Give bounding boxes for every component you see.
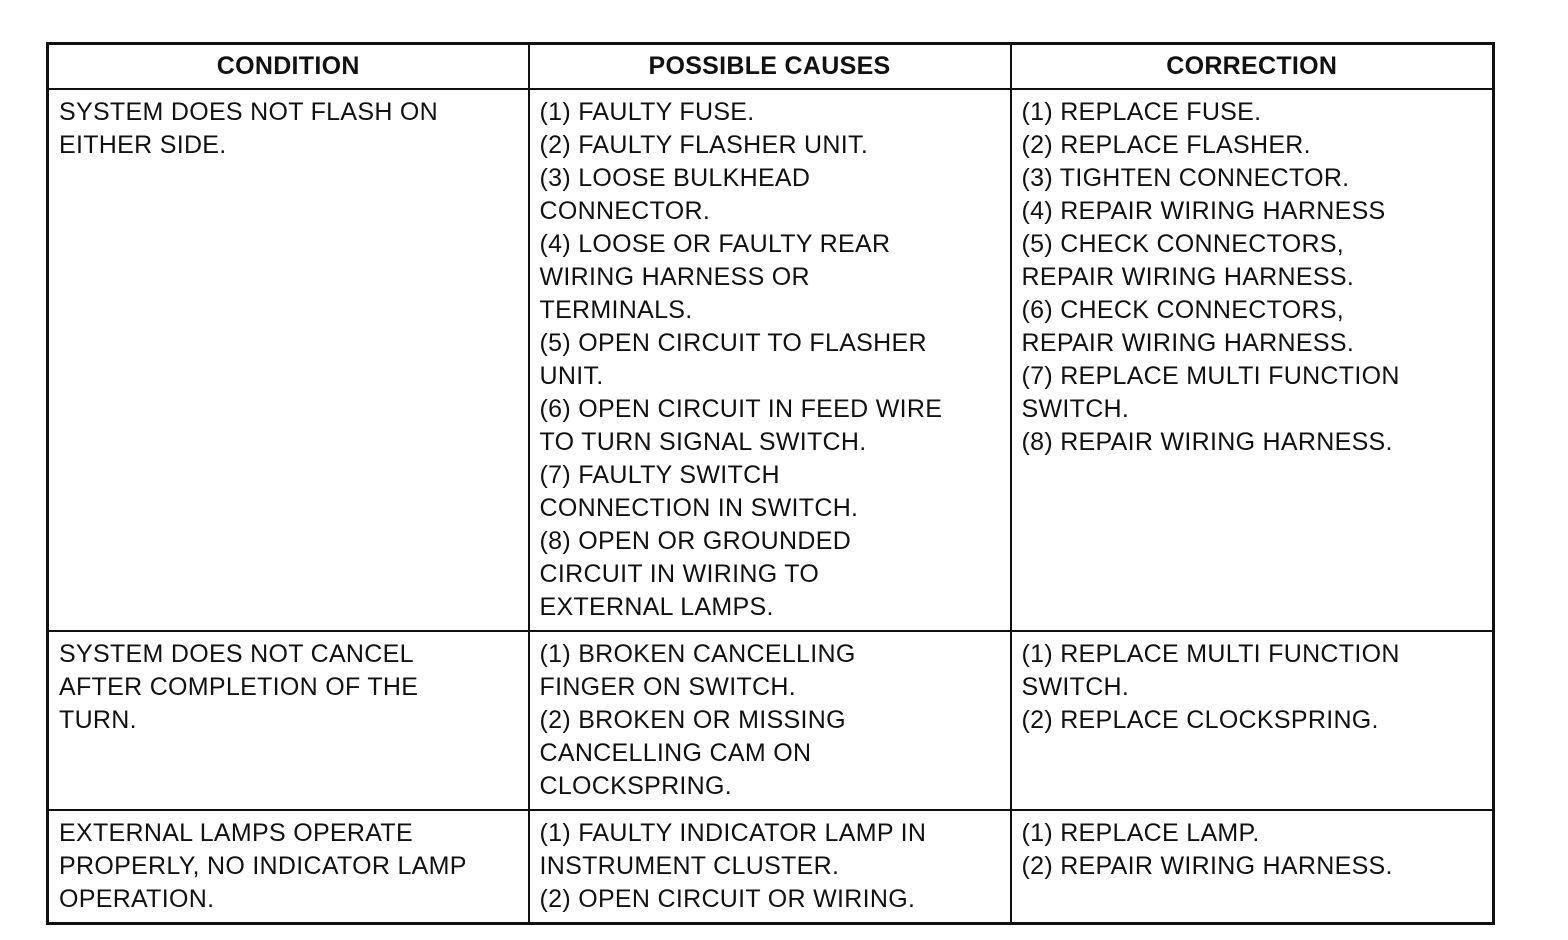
cause-line: (3) LOOSE BULKHEAD	[539, 164, 811, 192]
cause-line: (1) FAULTY INDICATOR LAMP IN	[539, 819, 927, 847]
condition-line: AFTER COMPLETION OF THE	[59, 673, 419, 701]
cause-line: (1) BROKEN CANCELLING	[539, 640, 856, 668]
table-row	[48, 810, 1494, 924]
correction-line: (1) REPLACE FUSE.	[1021, 98, 1262, 126]
cause-line: CLOCKSPRING.	[539, 772, 733, 800]
cause-line: CONNECTION IN SWITCH.	[539, 494, 859, 522]
header-condition: CONDITION	[48, 44, 529, 90]
correction-line: (2) REPLACE FLASHER.	[1021, 131, 1311, 159]
diagnosis-table	[46, 42, 1495, 925]
cause-line: (4) LOOSE OR FAULTY REAR	[539, 230, 891, 258]
cause-line: EXTERNAL LAMPS.	[539, 593, 774, 621]
cause-line: (6) OPEN CIRCUIT IN FEED WIRE	[539, 395, 943, 423]
cause-line: FINGER ON SWITCH.	[539, 673, 796, 701]
correction-line: (2) REPLACE CLOCKSPRING.	[1021, 706, 1379, 734]
header-correction: CORRECTION	[1011, 44, 1494, 90]
correction-cell	[1011, 631, 1494, 810]
correction-line: (2) REPAIR WIRING HARNESS.	[1021, 852, 1393, 880]
condition-line: EXTERNAL LAMPS OPERATE	[59, 819, 413, 847]
correction-line: (1) REPLACE LAMP.	[1021, 819, 1260, 847]
table-row	[48, 631, 1494, 810]
cause-line: (2) OPEN CIRCUIT OR WIRING.	[539, 885, 916, 913]
correction-line: (7) REPLACE MULTI FUNCTION	[1021, 362, 1400, 390]
cause-line: INSTRUMENT CLUSTER.	[539, 852, 840, 880]
condition-line: EITHER SIDE.	[59, 131, 227, 159]
header-row	[48, 44, 1494, 90]
cause-line: CIRCUIT IN WIRING TO	[539, 560, 820, 588]
correction-line: (8) REPAIR WIRING HARNESS.	[1021, 428, 1393, 456]
cause-line: UNIT.	[539, 362, 604, 390]
condition-cell	[48, 631, 529, 810]
table-row	[48, 89, 1494, 631]
diagnosis-table-wrapper	[46, 42, 1492, 925]
cause-line: (1) FAULTY FUSE.	[539, 98, 755, 126]
correction-line: REPAIR WIRING HARNESS.	[1021, 263, 1355, 291]
cause-line: CONNECTOR.	[539, 197, 711, 225]
correction-line: (4) REPAIR WIRING HARNESS	[1021, 197, 1386, 225]
condition-cell	[48, 89, 529, 631]
causes-cell	[529, 631, 1011, 810]
correction-line: (3) TIGHTEN CONNECTOR.	[1021, 164, 1350, 192]
cause-line: (8) OPEN OR GROUNDED	[539, 527, 852, 555]
correction-line: (6) CHECK CONNECTORS,	[1021, 296, 1345, 324]
condition-line: OPERATION.	[59, 885, 215, 913]
condition-line: PROPERLY, NO INDICATOR LAMP	[59, 852, 467, 880]
cause-line: TO TURN SIGNAL SWITCH.	[539, 428, 867, 456]
cause-line: (2) BROKEN OR MISSING	[539, 706, 846, 734]
causes-cell	[529, 89, 1011, 631]
condition-line: SYSTEM DOES NOT CANCEL	[59, 640, 414, 668]
cause-line: (2) FAULTY FLASHER UNIT.	[539, 131, 869, 159]
correction-line: REPAIR WIRING HARNESS.	[1021, 329, 1355, 357]
cause-line: TERMINALS.	[539, 296, 693, 324]
cause-line: (7) FAULTY SWITCH	[539, 461, 780, 489]
correction-cell	[1011, 810, 1494, 924]
causes-cell	[529, 810, 1011, 924]
condition-cell	[48, 810, 529, 924]
cause-line: (5) OPEN CIRCUIT TO FLASHER	[539, 329, 927, 357]
correction-cell	[1011, 89, 1494, 631]
correction-line: SWITCH.	[1021, 673, 1130, 701]
correction-line: SWITCH.	[1021, 395, 1130, 423]
condition-line: SYSTEM DOES NOT FLASH ON	[59, 98, 439, 126]
correction-line: (5) CHECK CONNECTORS,	[1021, 230, 1345, 258]
cause-line: WIRING HARNESS OR	[539, 263, 810, 291]
header-possible-causes: POSSIBLE CAUSES	[529, 44, 1011, 90]
cause-line: CANCELLING CAM ON	[539, 739, 812, 767]
condition-line: TURN.	[59, 706, 137, 734]
correction-line: (1) REPLACE MULTI FUNCTION	[1021, 640, 1400, 668]
